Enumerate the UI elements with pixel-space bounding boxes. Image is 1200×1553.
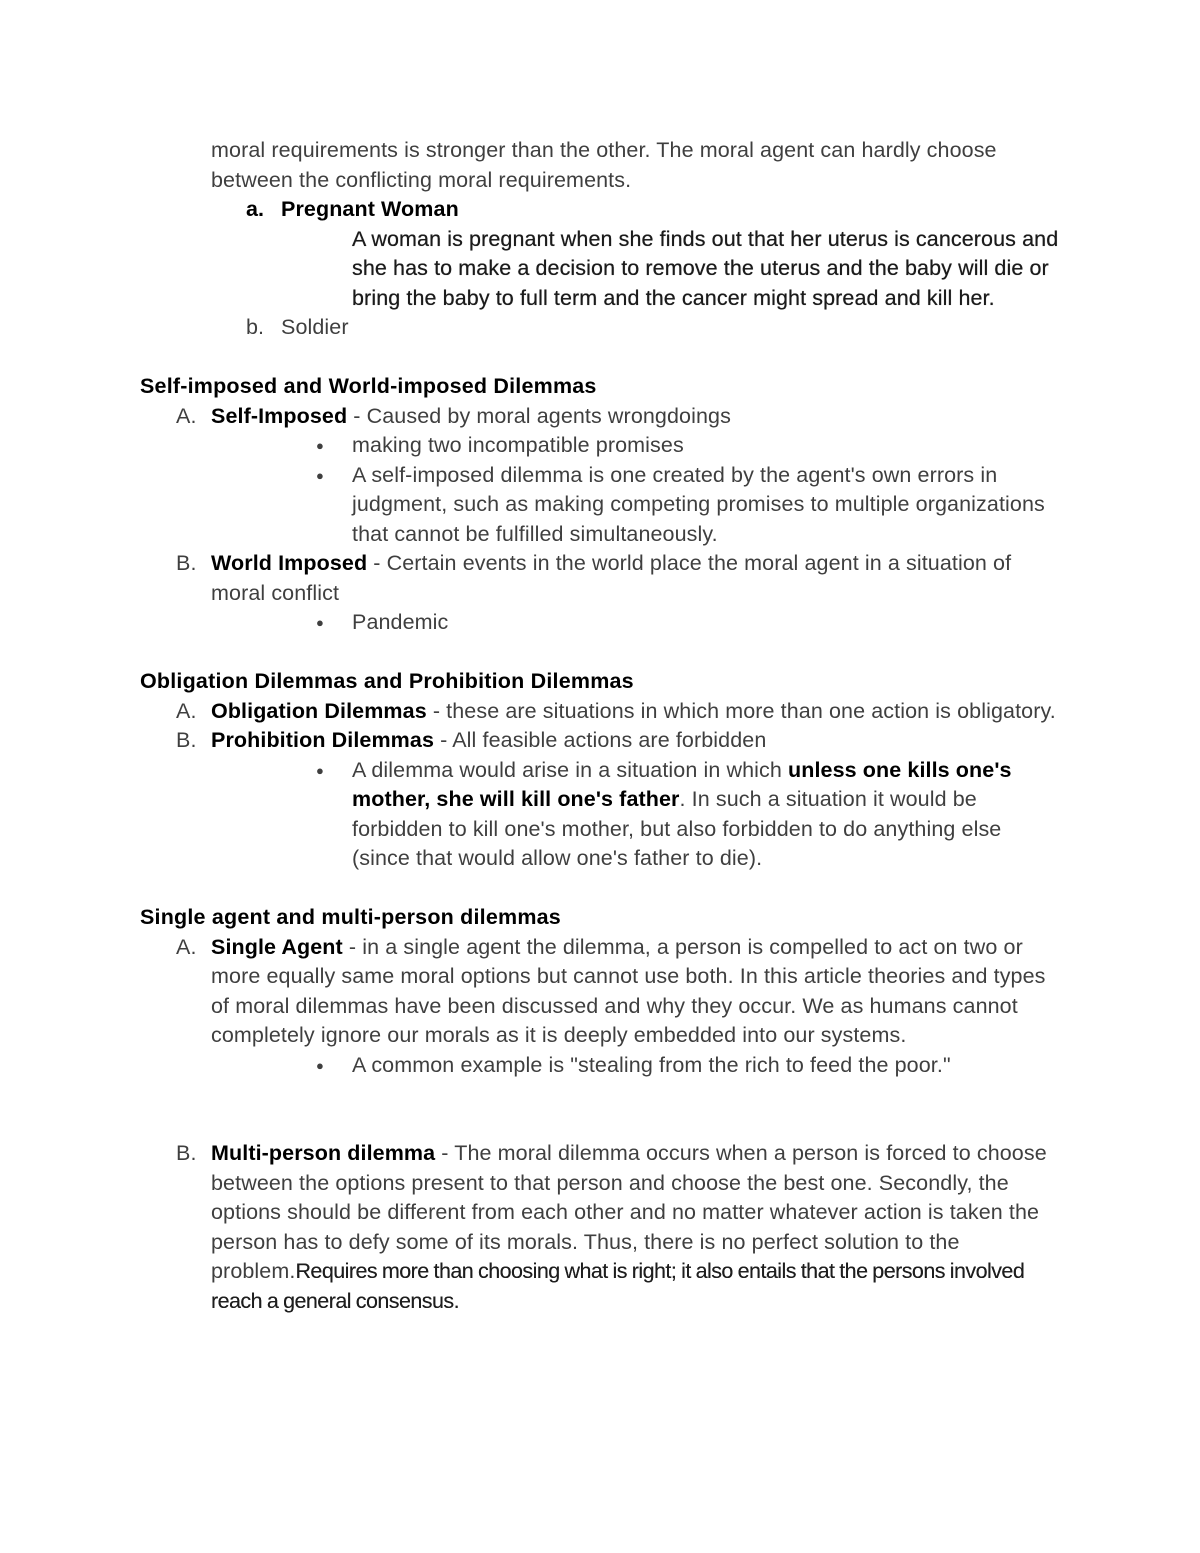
- bold-text-run: Prohibition Dilemmas: [211, 728, 435, 752]
- text-run: - All feasible actions are forbidden: [434, 728, 767, 752]
- bold-text-run: Obligation Dilemmas: [211, 698, 427, 723]
- text-run: . In such a situation it would be forbidden to kill one's mother, but also forbidden to do anything else (since that would allow one's father to die).: [352, 787, 1002, 870]
- text-content: [211, 404, 731, 428]
- list-marker: B.: [176, 551, 197, 575]
- text-content: [352, 1053, 951, 1077]
- list-item: [140, 402, 1060, 432]
- list-item: [140, 1051, 1060, 1081]
- text-content: [352, 610, 448, 634]
- text-content: [211, 1141, 1047, 1313]
- text-content: [352, 433, 684, 457]
- text-content: [281, 197, 459, 221]
- text-content: [140, 905, 561, 929]
- list-marker: A.: [176, 403, 197, 428]
- list-item: [140, 313, 1060, 343]
- text-content: [211, 138, 997, 192]
- text-run: Single agent and multi-person dilemmas: [140, 905, 561, 929]
- bullet-icon: ●: [316, 467, 324, 483]
- bullet-icon: ●: [316, 438, 324, 453]
- text-content: [140, 669, 634, 693]
- text-run: Obligation Dilemmas and Prohibition Dilemmas: [140, 669, 634, 693]
- text-run: Soldier: [281, 315, 349, 339]
- section-heading: [140, 372, 1060, 402]
- paragraph: [140, 225, 1060, 314]
- text-content: [211, 728, 766, 752]
- text-run: Requires more than choosing what is right; it also entails that the persons involved reach a general consensus.: [211, 1259, 1025, 1313]
- bullet-icon: ●: [316, 615, 324, 630]
- text-run: making two incompatible promises: [352, 433, 684, 457]
- section-heading: [140, 903, 1060, 933]
- list-item: [140, 933, 1060, 1051]
- text-run: Self-imposed and World-imposed Dilemmas: [140, 374, 597, 398]
- text-content: [352, 463, 1045, 546]
- list-item: [140, 608, 1060, 638]
- list-marker: A.: [176, 934, 197, 959]
- text-run: moral requirements is stronger than the other. The moral agent can hardly choose between the conflicting moral requirements.: [211, 138, 997, 192]
- list-item: [140, 549, 1060, 608]
- document-body: [140, 136, 1060, 1316]
- text-run: A dilemma would arise in a situation in which: [352, 757, 789, 782]
- bold-text-run: World Imposed: [211, 551, 368, 575]
- text-content: [140, 374, 597, 398]
- list-item: [140, 195, 1060, 225]
- text-content: [211, 699, 1056, 723]
- blank-line-spacer: [140, 874, 1060, 904]
- section-heading: [140, 667, 1060, 697]
- text-run: A common example is "stealing from the rich to feed the poor.": [352, 1052, 951, 1077]
- text-run: - The moral dilemma occurs when a person is forced to choose between the options present to that person and choose the best one. Secondly, the options should be different from each other and no matter whatever action is taken the person has to defy some of its morals. Thus, there is no perfect solution to the problem.: [211, 1141, 1047, 1283]
- list-marker: b.: [246, 315, 265, 339]
- list-item: [140, 461, 1060, 550]
- text-run: - these are situations in which more than one action is obligatory.: [426, 698, 1056, 723]
- text-run: - Certain events in the world place the moral agent in a situation of moral conflict: [211, 551, 1012, 605]
- list-marker: A.: [176, 698, 197, 723]
- text-content: [211, 551, 1011, 605]
- list-marker: B.: [176, 728, 197, 752]
- text-content: [352, 227, 1058, 310]
- text-content: [352, 758, 1012, 871]
- bullet-icon: ●: [316, 1057, 324, 1073]
- blank-line-spacer: [140, 1080, 1060, 1139]
- list-item: [140, 756, 1060, 874]
- paragraph: [140, 136, 1060, 195]
- blank-line-spacer: [140, 638, 1060, 668]
- bold-text-run: Pregnant Woman: [281, 197, 459, 221]
- list-marker: B.: [176, 1141, 197, 1165]
- text-run: A woman is pregnant when she finds out that her uterus is cancerous and she has to make a decision to remove the uterus and the baby will die or bring the baby to full term and the cancer might spread and kill her.: [352, 226, 1059, 310]
- list-marker: a.: [246, 197, 265, 221]
- text-run: - in a single agent the dilemma, a person is compelled to act on two or more equally same moral options but cannot use both. In this article theories and types of moral dilemmas have been discussed and why they occur. We as humans cannot completely ignore our morals as it is deeply embedded into our systems.: [211, 934, 1046, 1047]
- text-content: [211, 935, 1046, 1048]
- bold-text-run: Multi-person dilemma: [211, 1141, 436, 1165]
- text-run: Pandemic: [352, 610, 449, 634]
- bullet-icon: ●: [316, 762, 324, 778]
- text-run: - Caused by moral agents wrongdoings: [347, 403, 731, 428]
- list-item: [140, 726, 1060, 756]
- text-run: A self-imposed dilemma is one created by the agent's own errors in judgment, such as making competing promises to multiple organizations that cannot be fulfilled simultaneously.: [352, 462, 1045, 546]
- bold-text-run: Single Agent: [211, 934, 343, 959]
- list-item: [140, 1139, 1060, 1316]
- bold-text-run: unless one kills one's mother, she will kill one's father: [352, 757, 1012, 811]
- list-item: [140, 697, 1060, 727]
- list-item: [140, 431, 1060, 461]
- blank-line-spacer: [140, 343, 1060, 373]
- text-content: [281, 315, 349, 339]
- bold-text-run: Self-Imposed: [211, 403, 348, 428]
